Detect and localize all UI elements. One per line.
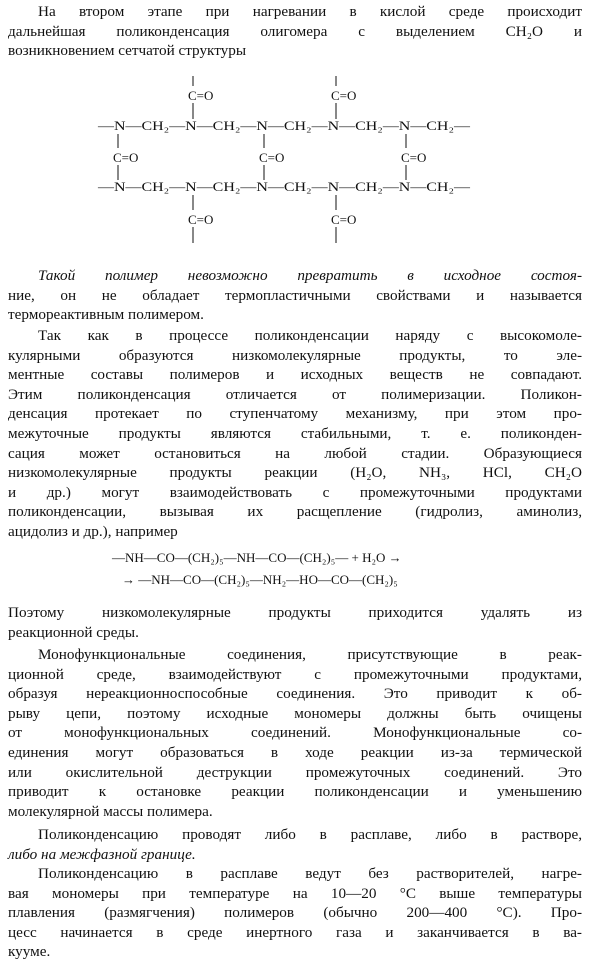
text-line: единения могут образоваться в ходе реакции из-за термической [8, 743, 582, 761]
text-line: поликонденсации, вызывая их расщепление (гидролиз, аминолиз, [8, 503, 582, 521]
carbonyl-label: C=O [188, 212, 214, 227]
text-line: рыву цепи, поэтому исходные мономеры должны быть очищены [8, 704, 582, 722]
text-line: ционной среде, взаимодействуют с промежуточными продуктами, [8, 665, 582, 683]
text-line: низкомолекулярные продукты реакции (H₂O, NH₃, HCl, CH₂O [8, 464, 582, 482]
text-line: кууме. [8, 943, 51, 961]
text-line: возникновением сетчатой структуры [8, 42, 247, 60]
text-line: Этим поликонденсация отличается от полимеризации. Поликон- [8, 385, 582, 403]
text-line: Поэтому низкомолекулярные продукты приходится удалять из [8, 604, 582, 621]
text-line: и др.) могут взаимодействовать с промежуточными продуктами [8, 483, 582, 501]
text-line: сация может остановиться на любой стадии. Образующиеся [8, 444, 582, 462]
text-line: молекулярной массы полимера. [8, 802, 213, 820]
carbonyl-label: C=O [188, 88, 214, 103]
carbonyl-label: C=O [331, 212, 357, 227]
text-line: от монофункциональных соединений. Монофункциональные со- [8, 724, 582, 742]
text-line: межуточные продукты являются стабильными, т. е. поликонден- [8, 424, 582, 442]
text-line: Так как в процессе поликонденсации наряду с высокомоле- [38, 327, 582, 344]
carbonyl-label: C=O [331, 88, 357, 103]
carbonyl-label: C=O [401, 150, 427, 165]
text-line: На втором этапе при нагревании в кислой среде происходит [38, 3, 582, 20]
text-line [8, 845, 582, 865]
text-line: кулярными образуются низкомолекулярные продукты, то эле- [8, 346, 582, 364]
carbonyl-label: C=O [259, 150, 285, 165]
italic-text: либо на межфазной границе. [8, 845, 196, 863]
text-line: образуя нереакционноспособные соединения. Это приводит к об- [8, 685, 582, 703]
text-line: термореактивным полимером. [8, 306, 204, 324]
paragraph-thermoset [8, 266, 582, 325]
reaction-line-1: —NH—CO—(CH₂)₅—NH—CO—(CH₂)₅— + H₂O → [112, 550, 402, 565]
text-line: денсация протекает по ступенчатому механизму, при этом про- [8, 405, 582, 423]
carbonyl-label: C=O [113, 150, 139, 165]
italic-text: Такой полимер невозможно превратить в исходное состоя- [38, 267, 582, 284]
text-line: цесс начинается в среде инертного газа и заканчивается в ва- [8, 923, 582, 941]
text-line: ние, он не обладает термопластичными свойствами и называется [8, 286, 582, 304]
network-structure-formula [0, 0, 590, 262]
text-line: дальнейшая поликонденсация олигомера с выделением CH₂O и [8, 22, 582, 40]
text-line: вая мономеры при температуре на 10—20 °C выше температуры [8, 884, 582, 902]
structure-row-2: —N—CH₂—N—CH₂—N—CH₂—N—CH₂—N—CH₂— [96, 179, 472, 194]
paragraph-removal [8, 603, 582, 642]
reaction-line-2: → —NH—CO—(CH₂)₅—NH₂—HO—CO—(CH₂)₅ [122, 572, 398, 587]
text-line: ментные составы полимеров и исходных веществ не совпадают. [8, 366, 582, 384]
paragraph-methods [8, 825, 582, 864]
text-line [8, 266, 582, 286]
text-line: приводит к остановке реакции поликонденсации и уменьшению [8, 783, 582, 801]
text-line: или окислительной деструкции промежуточных соединений. Это [8, 763, 582, 781]
text-line: плавления (размягчения) полимеров (обычно 200—400 °C). Про- [8, 904, 582, 922]
text-line: Поликонденсацию в расплаве ведут без растворителей, нагре- [38, 865, 582, 882]
text-line: Поликонденсацию проводят либо в расплаве, либо в растворе, [38, 826, 582, 843]
paragraph-monofunctional [8, 645, 582, 821]
structure-row-1: —N—CH₂—N—CH₂—N—CH₂—N—CH₂—N—CH₂— [96, 118, 472, 133]
paragraph-polycondensation [8, 326, 582, 542]
text-line: реакционной среды. [8, 623, 139, 641]
paragraph-melt [8, 864, 582, 962]
text-line: Монофункциональные соединения, присутствующие в реак- [38, 646, 582, 663]
text-line: ацидолиз и др.), например [8, 522, 178, 540]
